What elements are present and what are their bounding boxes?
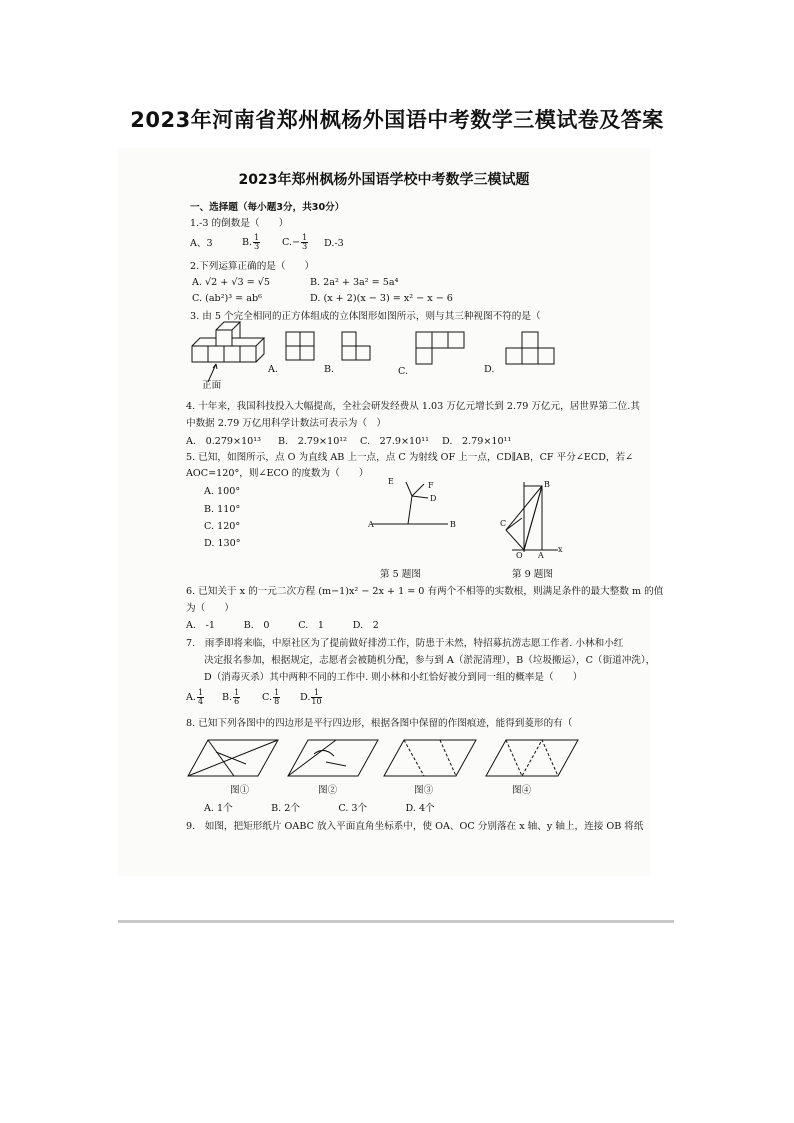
- q5-figure: [368, 474, 458, 530]
- q5-option-c: C. 120°: [204, 521, 241, 532]
- q2-option-d: D. (x + 2)(x − 3) = x² − x − 6: [310, 293, 453, 304]
- q8-fig-3-label: 图③: [414, 785, 434, 796]
- q1-option-a: A、3: [190, 238, 213, 249]
- q2-option-a: A. √2 + √3 = √5: [192, 277, 270, 288]
- q8-figure-4: [486, 740, 578, 776]
- label-f: F: [428, 481, 434, 490]
- q3-option-d: D.: [484, 364, 495, 375]
- q2-option-b: B. 2a² + 3a² = 5a⁴: [310, 277, 399, 288]
- label-c: C: [500, 519, 507, 528]
- q1-option-d: D.-3: [324, 238, 344, 249]
- fig5-caption: 第 5 题图: [380, 569, 421, 580]
- q3-option-c: C.: [398, 366, 409, 377]
- q8-fig-2-label: 图②: [318, 785, 338, 796]
- q3-view-b: [342, 332, 370, 360]
- q3-figures: [190, 330, 660, 392]
- label-e: E: [388, 477, 394, 486]
- q7-option-c: C. $\frac{1}{8}$: [262, 688, 280, 706]
- section-heading: 一、选择题（每小题3分，共30分）: [190, 202, 345, 213]
- q8-figures: [186, 736, 586, 782]
- q8-fig-4-label: 图④: [512, 785, 532, 796]
- label-a: A: [368, 520, 374, 529]
- q5-option-d: D. 130°: [204, 538, 241, 549]
- label-d: D: [430, 494, 437, 503]
- page-title: 2023年河南省郑州枫杨外国语中考数学三模试卷及答案: [130, 108, 664, 132]
- q1-option-c: C.− $\frac{1}{3}$: [282, 233, 308, 251]
- label-o: O: [516, 551, 523, 560]
- question-8: 8. 已知下列各图中的四边形是平行四边形，根据各图中保留的作图痕迹，能得到菱形的有（: [186, 718, 573, 729]
- question-3: 3. 由 5 个完全相同的正方体组成的立体图形如图所示，则与其三种视图不符的是（: [190, 311, 541, 322]
- exam-title: 2023年郑州枫杨外国语学校中考数学三模试题: [238, 172, 530, 188]
- question-4-line-2: 中数据 2.79 万亿用科学计数法可表示为（ ）: [186, 418, 387, 429]
- question-4-line-1: 4. 十年来，我国科技投入大幅提高，全社会研发经费从 1.03 万亿元增长到 2.79 万亿元，居世界第二位.其: [186, 401, 640, 412]
- q3-solid-figure: [192, 322, 264, 382]
- fig9-caption: 第 9 题图: [512, 569, 553, 580]
- label-a: A: [538, 551, 544, 560]
- label-b: B: [544, 480, 550, 489]
- q8-figure-3: [384, 740, 476, 776]
- q8-fig-1-label: 图①: [230, 785, 250, 796]
- q4-option-a: A. 0.279×10¹³: [186, 436, 261, 447]
- question-7-line-2: 决定报名参加，根据规定，志愿者会被随机分配，参与到 A（淤泥清理），B（垃圾搬运），C（街道冲洗），: [204, 655, 656, 666]
- question-5-line-2: AOC=120°，则∠ECO 的度数为（ ）: [186, 468, 369, 479]
- q7-option-d: D. $\frac{1}{10}$: [300, 688, 322, 706]
- q3-view-c: [416, 332, 464, 364]
- question-5-line-1: 5. 已知，如图所示，点 O 为直线 AB 上一点，点 C 为射线 OF 上一点，CD∥AB，CF 平分∠ECD，若∠: [186, 452, 634, 463]
- q5-option-a: A. 100°: [204, 486, 241, 497]
- q9-figure: [498, 478, 568, 558]
- q2-option-c: C. (ab²)³ = ab⁶: [192, 293, 262, 304]
- q5-option-b: B. 110°: [204, 504, 241, 515]
- q7-option-a: A. $\frac{1}{4}$: [186, 688, 204, 706]
- question-6-line-2: 为（ ）: [186, 603, 234, 614]
- q4-option-b: B. 2.79×10¹²: [278, 436, 347, 447]
- q8-figure-1: [188, 740, 278, 776]
- page-divider: [118, 920, 674, 923]
- label-x: x: [558, 545, 563, 554]
- scanned-exam-page: [118, 148, 664, 876]
- question-6-line-1: 6. 已知关于 x 的一元二次方程 (m−1)x² − 2x + 1 = 0 有两个不相等的实数根，则满足条件的最大整数 m 的值: [186, 586, 664, 597]
- question-7-line-3: D（消毒灭杀）其中两种不同的工作中. 则小林和小红恰好被分到同一组的概率是（ ）: [204, 672, 583, 683]
- q1-option-b: B. $\frac{1}{3}$: [242, 233, 260, 251]
- q3-option-b: B.: [324, 364, 335, 375]
- q6-options: A. -1 B. 0 C. 1 D. 2: [186, 620, 379, 631]
- q8-figure-2: [288, 740, 378, 776]
- label-b: B: [450, 520, 456, 529]
- question-7-line-1: 7. 雨季即将来临，中原社区为了提前做好排涝工作，防患于未然，特招募抗涝志愿工作者. 小林和小红: [186, 638, 624, 649]
- q4-option-d: D. 2.79×10¹¹: [442, 436, 512, 447]
- question-2: 2.下列运算正确的是（ ）: [190, 261, 315, 272]
- question-1: 1.-3 的倒数是（ ）: [190, 218, 289, 229]
- q4-option-c: C. 27.9×10¹¹: [360, 436, 429, 447]
- q3-front-label: 正面: [202, 380, 222, 391]
- q7-option-b: B. $\frac{1}{6}$: [222, 688, 240, 706]
- q3-option-a: A.: [268, 364, 278, 375]
- q3-view-d: [506, 332, 554, 364]
- q8-options: A. 1个 B. 2个 C. 3个 D. 4个: [204, 803, 435, 814]
- q3-view-a: [286, 332, 314, 360]
- question-9: 9. 如图，把矩形纸片 OABC 放入平面直角坐标系中，使 OA、OC 分别落在 x 轴、y 轴上，连接 OB 将纸: [186, 821, 644, 832]
